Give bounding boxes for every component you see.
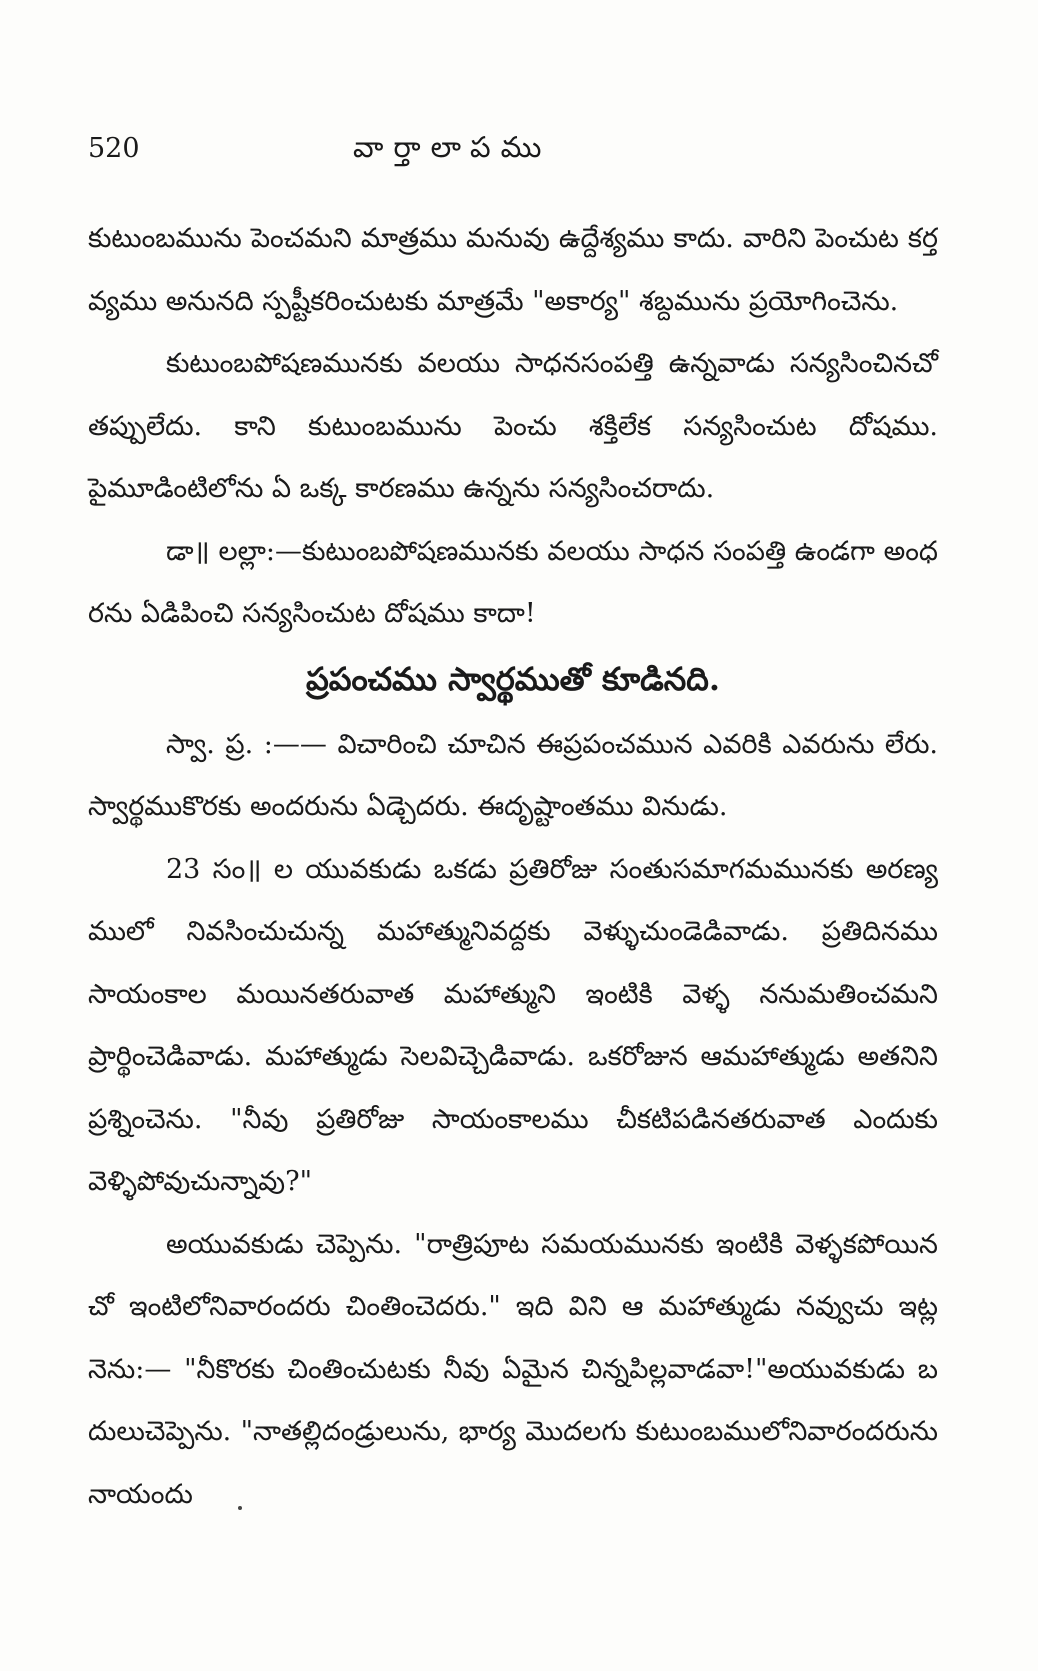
paragraph-3: డా॥ లల్లా:—కుటుంబపోషణమునకు వలయు సాధన సంపత్తి ఉండగా అంధరను ఏడిపించి సన్యసించుట దోషము కాదా! <box>88 535 938 629</box>
paragraph-4: స్వా. ప్ర. :—— విచారించి చూచిన ఈప్రపంచమున ఎవరికి ఎవరును లేరు. స్వార్థముకొరకు అందరును ఏడ్చెదరు. ఈదృష్టాంతము వినుడు. <box>88 728 938 822</box>
scan-speckle <box>238 1506 242 1510</box>
paragraph-6: అయువకుడు చెప్పెను. "రాత్రిపూట సమయమునకు ఇంటికి వెళ్ళకపోయినచో ఇంటిలోనివారందరు చింతించెదరు." ఇది విని ఆ మహాత్ముడు నవ్వుచు ఇట్లనెను:— "నీకొరకు చింతించుటకు నీవు ఏమైన చిన్నపిల్లవాడవా!"అయువకుడు బదులుచెప్పెను. "నాతల్లిదండ్రులును, భార్య మొదలగు కుటుంబములోనివారందరును నాయందు <box>88 1228 938 1510</box>
running-title: వార్తాలాపము <box>353 130 552 164</box>
page-header <box>88 130 938 172</box>
paragraph-2: కుటుంబపోషణమునకు వలయు సాధనసంపత్తి ఉన్నవాడు సన్యసించినచో తప్పులేదు. కాని కుటుంబమును పెంచు శక్తిలేక సన్యసించుట దోషము. పైమూడింటిలోను ఏ ఒక్క కారణము ఉన్నను సన్యసించరాదు. <box>88 348 938 504</box>
page-number: 520 <box>88 133 140 164</box>
paragraph-1: కుటుంబమును పెంచమని మాత్రము మనువు ఉద్దేశ్యము కాదు. వారిని పెంచుట కర్తవ్యము అనునది స్పష్టీకరించుటకు మాత్రమే "అకార్య" శబ్దమును ప్రయోగించెను. <box>88 223 938 317</box>
section-heading: ప్రపంచము స్వార్థముతో కూడినది. <box>306 659 720 698</box>
paragraph-5: 23 సం॥ ల యువకుడు ఒకడు ప్రతిరోజు సంతుసమాగమమునకు అరణ్యములో నివసించుచున్న మహాత్మునివద్దకు వెళ్ళుచుండెడివాడు. ప్రతిదినము సాయంకాల మయినతరువాత మహాత్ముని ఇంటికి వెళ్ళ ననుమతించమని ప్రార్థించెడివాడు. మహాత్ముడు సెలవిచ్చెడివాడు. ఒకరోజున ఆమహాత్ముడు అతనిని ప్రశ్నించెను. "నీవు ప్రతిరోజు సాయంకాలము చీకటిపడినతరువాత ఎందుకు వెళ్ళిపోవుచున్నావు?" <box>88 853 938 1197</box>
